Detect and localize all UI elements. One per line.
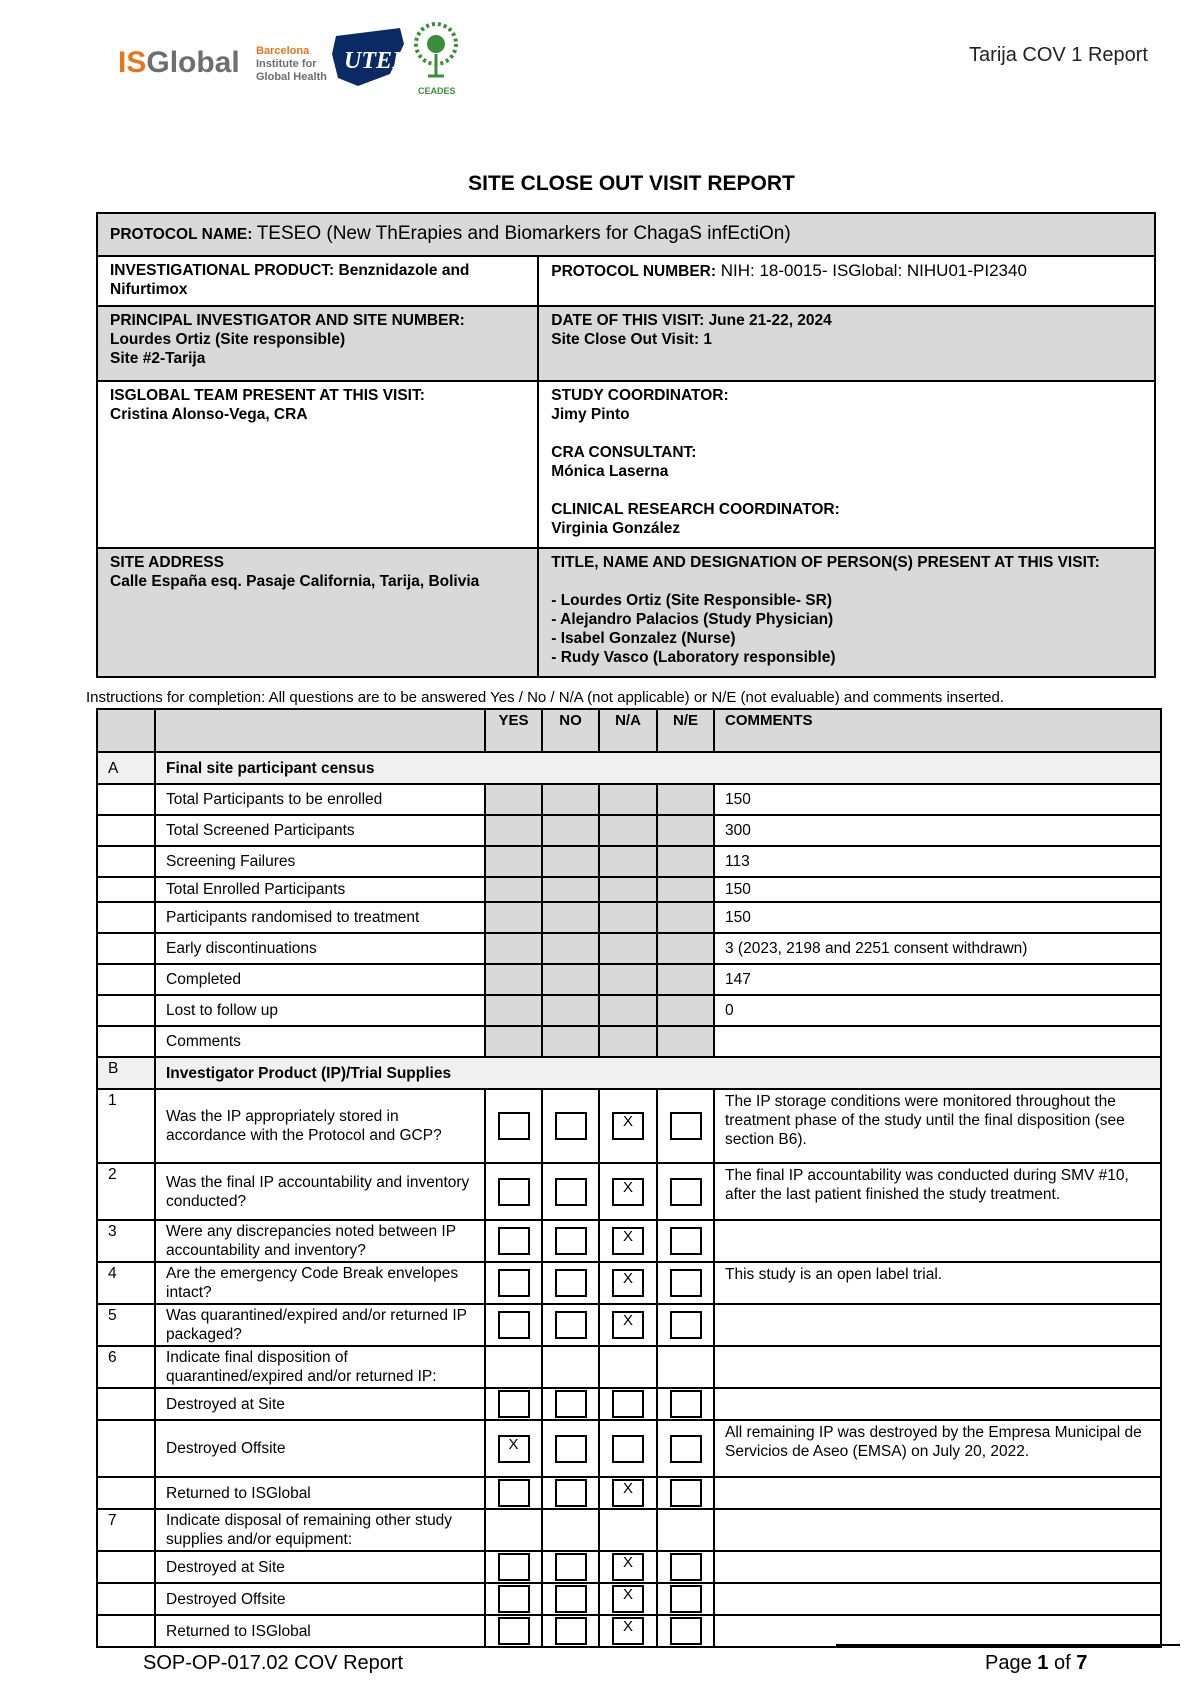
checkbox-yes[interactable] (498, 1112, 530, 1140)
answer-cell-na (599, 1615, 657, 1647)
checkbox-no[interactable] (555, 1269, 587, 1297)
answer-cell (485, 1346, 542, 1388)
checkbox-na[interactable] (612, 1178, 644, 1206)
question-comment: This study is an open label trial. (714, 1262, 1161, 1304)
answer-cell-na (599, 1262, 657, 1304)
row-num (97, 995, 155, 1026)
question-label: Was the final IP accountability and inventory conducted? (155, 1163, 485, 1220)
row-num (97, 1420, 155, 1477)
header-yes: YES (485, 709, 542, 752)
answer-cell-na (599, 1583, 657, 1615)
answer-cell-no (542, 1089, 599, 1163)
answer-cell (599, 784, 657, 815)
checkbox-ne[interactable] (670, 1553, 702, 1581)
protocol-number-value: NIH: 18-0015- ISGlobal: NIHU01-PI2340 (720, 261, 1027, 280)
answer-cell (657, 902, 714, 933)
question-label: Destroyed Offsite (155, 1583, 485, 1615)
answer-cell-na (599, 1163, 657, 1220)
page-current: 1 (1037, 1652, 1049, 1674)
checkbox-no[interactable] (555, 1311, 587, 1339)
census-value: 0 (714, 995, 1161, 1026)
ip-sub-row (97, 1420, 1161, 1477)
protocol-number-label: PROTOCOL NUMBER: (551, 263, 717, 280)
checkbox-mark: X (622, 1618, 633, 1635)
answer-cell (542, 877, 599, 902)
answer-cell (485, 846, 542, 877)
site-address-value: Calle España esq. Pasaje California, Tarija, Bolivia (110, 573, 480, 590)
checkbox-yes[interactable] (498, 1311, 530, 1339)
checkbox-mark: X (622, 1270, 633, 1287)
question-number: 6 (97, 1346, 155, 1388)
question-label: Destroyed at Site (155, 1388, 485, 1420)
question-label: Indicate final disposition of quarantined/expired and/or returned IP: (155, 1346, 485, 1388)
ip-question-row (97, 1509, 1161, 1551)
census-row (97, 784, 1161, 815)
answer-cell-yes (485, 1220, 542, 1262)
checkbox-ne[interactable] (670, 1269, 702, 1297)
answer-cell (657, 815, 714, 846)
page-total: 7 (1076, 1652, 1088, 1674)
answer-cell (542, 815, 599, 846)
checkbox-mark: X (622, 1178, 633, 1196)
answer-cell (485, 1509, 542, 1551)
ip-question-row (97, 1304, 1161, 1346)
visit-date-label: DATE OF THIS VISIT: (551, 312, 705, 329)
checkbox-no[interactable] (555, 1435, 587, 1463)
section-a-row (97, 752, 1161, 784)
census-row (97, 846, 1161, 877)
answer-cell-no (542, 1262, 599, 1304)
isglobal-sub-2: Institute for (256, 58, 317, 70)
census-row (97, 995, 1161, 1026)
utep-text: UTEP (344, 48, 407, 74)
census-label: Comments (155, 1026, 485, 1057)
visit-number: Site Close Out Visit: 1 (551, 331, 713, 348)
answer-cell-ne (657, 1477, 714, 1509)
question-label: Destroyed at Site (155, 1551, 485, 1583)
partner-logos (118, 14, 478, 100)
checkbox-yes[interactable] (498, 1585, 530, 1613)
census-value: 147 (714, 964, 1161, 995)
checkbox-na[interactable] (612, 1311, 644, 1339)
study-coordinator-label: STUDY COORDINATOR: (551, 387, 729, 404)
census-value: 150 (714, 902, 1161, 933)
answer-cell-ne (657, 1220, 714, 1262)
ip-sub-row (97, 1551, 1161, 1583)
header-na: N/A (599, 709, 657, 752)
checkbox-yes[interactable] (498, 1617, 530, 1645)
isglobal-logo (118, 45, 327, 83)
row-num (97, 846, 155, 877)
checkbox-mark: X (622, 1586, 633, 1603)
checkbox-no[interactable] (555, 1617, 587, 1645)
checkbox-mark: X (622, 1228, 633, 1245)
answer-cell-ne (657, 1583, 714, 1615)
answer-cell-ne (657, 1420, 714, 1477)
census-value: 113 (714, 846, 1161, 877)
answer-cell-no (542, 1304, 599, 1346)
ip-sub-row (97, 1583, 1161, 1615)
answer-cell (599, 1509, 657, 1551)
census-label: Screening Failures (155, 846, 485, 877)
answer-cell (599, 964, 657, 995)
question-label: Are the emergency Code Break envelopes intact? (155, 1262, 485, 1304)
row-num (97, 1615, 155, 1647)
answer-cell (657, 784, 714, 815)
answer-cell-ne (657, 1262, 714, 1304)
answer-cell (485, 902, 542, 933)
ceades-text: CEADES (418, 86, 456, 96)
header-blank (97, 709, 155, 752)
row-num (97, 1583, 155, 1615)
instructions-text: Instructions for completion: All questions are to be answered Yes / No / N/A (not applicable) or N/E (not evaluable) and comments inserted. (86, 689, 1004, 706)
answer-cell (542, 933, 599, 964)
question-comment (714, 1220, 1161, 1262)
site-address-label: SITE ADDRESS (110, 554, 224, 571)
header-no: NO (542, 709, 599, 752)
census-value: 300 (714, 815, 1161, 846)
row-num (97, 1026, 155, 1057)
answer-cell (485, 815, 542, 846)
ceades-logo (416, 24, 456, 96)
question-label: Returned to ISGlobal (155, 1477, 485, 1509)
row-num (97, 902, 155, 933)
question-comment (714, 1583, 1161, 1615)
answer-cell (599, 933, 657, 964)
checkbox-no[interactable] (555, 1553, 587, 1581)
answer-cell-yes (485, 1262, 542, 1304)
checklist-table (96, 708, 1162, 1648)
person-item: - Rudy Vasco (Laboratory responsible) (551, 649, 836, 666)
question-label: Was the IP appropriately stored in accordance with the Protocol and GCP? (155, 1089, 485, 1163)
question-number: 5 (97, 1304, 155, 1346)
row-num (97, 1477, 155, 1509)
checkbox-ne[interactable] (670, 1479, 702, 1507)
pi-name: Lourdes Ortiz (Site responsible) (110, 331, 346, 348)
utep-logo (332, 28, 407, 86)
census-row (97, 964, 1161, 995)
section-letter: A (97, 752, 155, 784)
checkbox-no[interactable] (555, 1178, 587, 1206)
question-comment (714, 1388, 1161, 1420)
census-label: Lost to follow up (155, 995, 485, 1026)
question-number: 4 (97, 1262, 155, 1304)
checkbox-na[interactable] (612, 1390, 644, 1418)
cra-consultant-value: Mónica Laserna (551, 463, 669, 480)
answer-cell-no (542, 1420, 599, 1477)
checkbox-ne[interactable] (670, 1617, 702, 1645)
header-comments: COMMENTS (714, 709, 1161, 752)
pi-site: Site #2-Tarija (110, 350, 206, 367)
checkbox-yes[interactable] (498, 1553, 530, 1581)
answer-cell (657, 964, 714, 995)
checkbox-ne[interactable] (670, 1435, 702, 1463)
answer-cell-yes (485, 1551, 542, 1583)
census-value (714, 1026, 1161, 1057)
ip-sub-row (97, 1477, 1161, 1509)
checkbox-ne[interactable] (670, 1112, 702, 1140)
ip-question-row (97, 1346, 1161, 1388)
row-num (97, 877, 155, 902)
answer-cell (485, 877, 542, 902)
report-label: Tarija COV 1 Report (969, 44, 1148, 66)
answer-cell-ne (657, 1615, 714, 1647)
answer-cell (599, 902, 657, 933)
header-ne: N/E (657, 709, 714, 752)
answer-cell-yes (485, 1615, 542, 1647)
answer-cell-na (599, 1089, 657, 1163)
answer-cell-ne (657, 1304, 714, 1346)
question-comment: The final IP accountability was conducted during SMV #10, after the last patient finished the study treatment. (714, 1163, 1161, 1220)
answer-cell-yes (485, 1388, 542, 1420)
census-value: 150 (714, 877, 1161, 902)
checkbox-yes[interactable] (498, 1479, 530, 1507)
team-label: ISGLOBAL TEAM PRESENT AT THIS VISIT: (110, 387, 425, 404)
question-label: Indicate disposal of remaining other study supplies and/or equipment: (155, 1509, 485, 1551)
checkbox-mark: X (622, 1554, 633, 1571)
isglobal-sub-3: Global Health (256, 71, 327, 83)
answer-cell (485, 784, 542, 815)
crc-label: CLINICAL RESEARCH COORDINATOR: (551, 501, 840, 518)
checkbox-na[interactable] (612, 1585, 644, 1613)
census-row (97, 902, 1161, 933)
checkbox-yes[interactable] (498, 1227, 530, 1255)
answer-cell-yes (485, 1089, 542, 1163)
census-row (97, 1026, 1161, 1057)
person-item: - Lourdes Ortiz (Site Responsible- SR) (551, 592, 832, 609)
answer-cell-ne (657, 1551, 714, 1583)
census-value: 150 (714, 784, 1161, 815)
answer-cell (542, 964, 599, 995)
answer-cell (542, 784, 599, 815)
question-comment (714, 1346, 1161, 1388)
ip-question-row (97, 1262, 1161, 1304)
answer-cell (485, 1026, 542, 1057)
question-label: Were any discrepancies noted between IP accountability and inventory? (155, 1220, 485, 1262)
census-row (97, 933, 1161, 964)
row-num (97, 933, 155, 964)
answer-cell (485, 964, 542, 995)
checkbox-no[interactable] (555, 1112, 587, 1140)
checkbox-ne[interactable] (670, 1390, 702, 1418)
section-letter: B (97, 1057, 155, 1089)
checkbox-ne[interactable] (670, 1178, 702, 1206)
answer-cell (599, 1346, 657, 1388)
checkbox-mark: X (508, 1435, 519, 1453)
ip-sub-row (97, 1615, 1161, 1647)
answer-cell-na (599, 1477, 657, 1509)
question-comment: All remaining IP was destroyed by the Empresa Municipal de Servicios de Aseo (EMSA) on July 20, 2022. (714, 1420, 1161, 1477)
team-value: Cristina Alonso-Vega, CRA (110, 406, 308, 423)
answer-cell (599, 877, 657, 902)
answer-cell-no (542, 1163, 599, 1220)
protocol-name-value: TESEO (New ThErapies and Biomarkers for ChagaS infEctiOn) (256, 222, 791, 244)
pi-label: PRINCIPAL INVESTIGATOR AND SITE NUMBER: (110, 312, 465, 329)
checkbox-na[interactable] (612, 1435, 644, 1463)
question-label: Returned to ISGlobal (155, 1615, 485, 1647)
visit-date-value: June 21-22, 2024 (708, 312, 832, 329)
page-word: Page (985, 1652, 1038, 1674)
answer-cell-no (542, 1220, 599, 1262)
checkbox-yes[interactable] (498, 1435, 530, 1463)
answer-cell-no (542, 1615, 599, 1647)
question-number: 7 (97, 1509, 155, 1551)
row-num (97, 784, 155, 815)
answer-cell (657, 933, 714, 964)
persons-label: TITLE, NAME AND DESIGNATION OF PERSON(S) PRESENT AT THIS VISIT: (551, 554, 1100, 571)
answer-cell-ne (657, 1163, 714, 1220)
question-comment (714, 1477, 1161, 1509)
checkbox-ne[interactable] (670, 1227, 702, 1255)
checkbox-no[interactable] (555, 1585, 587, 1613)
checkbox-mark: X (622, 1113, 633, 1130)
answer-cell (657, 1509, 714, 1551)
answer-cell-yes (485, 1420, 542, 1477)
census-label: Total Participants to be enrolled (155, 784, 485, 815)
answer-cell (542, 1509, 599, 1551)
answer-cell-yes (485, 1304, 542, 1346)
answer-cell-na (599, 1304, 657, 1346)
svg-text:ISGlobal: ISGlobal (118, 46, 240, 79)
answer-cell (485, 995, 542, 1026)
row-num (97, 1551, 155, 1583)
visit-info-table (96, 212, 1156, 678)
isglobal-sub-1: Barcelona (256, 45, 310, 57)
footer-page-number (985, 1652, 1087, 1675)
census-row (97, 815, 1161, 846)
checkbox-na[interactable] (612, 1617, 644, 1645)
answer-cell-na (599, 1551, 657, 1583)
page-title: SITE CLOSE OUT VISIT REPORT (468, 172, 795, 195)
answer-cell (542, 1026, 599, 1057)
checkbox-na[interactable] (612, 1553, 644, 1581)
ip-sub-row (97, 1388, 1161, 1420)
footer-doc-ref: SOP-OP-017.02 COV Report (143, 1652, 404, 1674)
answer-cell (657, 995, 714, 1026)
section-title: Investigator Product (IP)/Trial Supplies (155, 1057, 1161, 1089)
question-comment (714, 1509, 1161, 1551)
checkbox-ne[interactable] (670, 1311, 702, 1339)
answer-cell-ne (657, 1089, 714, 1163)
checkbox-yes[interactable] (498, 1390, 530, 1418)
census-label: Total Enrolled Participants (155, 877, 485, 902)
row-num (97, 964, 155, 995)
footer-rule (836, 1644, 1180, 1646)
checkbox-mark: X (622, 1480, 633, 1497)
question-comment (714, 1551, 1161, 1583)
census-row (97, 877, 1161, 902)
answer-cell-no (542, 1477, 599, 1509)
answer-cell-yes (485, 1583, 542, 1615)
answer-cell-no (542, 1551, 599, 1583)
census-label: Completed (155, 964, 485, 995)
checkbox-na[interactable] (612, 1269, 644, 1297)
answer-cell (599, 1026, 657, 1057)
cra-consultant-label: CRA CONSULTANT: (551, 444, 697, 461)
study-coordinator-value: Jimy Pinto (551, 406, 630, 423)
answer-cell (657, 877, 714, 902)
answer-cell (542, 1346, 599, 1388)
answer-cell-no (542, 1388, 599, 1420)
investigational-product-value: Benznidazole and Nifurtimox (110, 262, 470, 298)
census-label: Early discontinuations (155, 933, 485, 964)
checkbox-no[interactable] (555, 1479, 587, 1507)
crc-value: Virginia González (551, 520, 681, 537)
of-word: of (1048, 1652, 1077, 1674)
answer-cell (657, 1346, 714, 1388)
row-num (97, 1388, 155, 1420)
checkbox-na[interactable] (612, 1112, 644, 1140)
answer-cell (657, 1026, 714, 1057)
answer-cell-yes (485, 1163, 542, 1220)
answer-cell-yes (485, 1477, 542, 1509)
question-number: 2 (97, 1163, 155, 1220)
person-item: - Alejandro Palacios (Study Physician) (551, 611, 834, 628)
census-label: Total Screened Participants (155, 815, 485, 846)
question-comment (714, 1304, 1161, 1346)
checkbox-yes[interactable] (498, 1269, 530, 1297)
header-blank (155, 709, 485, 752)
section-title: Final site participant census (155, 752, 1161, 784)
answer-cell (542, 846, 599, 877)
answer-cell (542, 902, 599, 933)
answer-cell-no (542, 1583, 599, 1615)
answer-cell-na (599, 1220, 657, 1262)
census-value: 3 (2023, 2198 and 2251 consent withdrawn) (714, 933, 1161, 964)
answer-cell (542, 995, 599, 1026)
question-comment: The IP storage conditions were monitored throughout the treatment phase of the study until the final disposition (see section B6). (714, 1089, 1161, 1163)
answer-cell (599, 846, 657, 877)
checklist-header-row (97, 709, 1161, 752)
question-label: Destroyed Offsite (155, 1420, 485, 1477)
checkbox-mark: X (622, 1312, 633, 1329)
question-number: 3 (97, 1220, 155, 1262)
row-num (97, 815, 155, 846)
checkbox-yes[interactable] (498, 1178, 530, 1206)
checkbox-no[interactable] (555, 1390, 587, 1418)
answer-cell (657, 846, 714, 877)
question-label: Was quarantined/expired and/or returned IP packaged? (155, 1304, 485, 1346)
checkbox-ne[interactable] (670, 1585, 702, 1613)
section-b-row (97, 1057, 1161, 1089)
checkbox-na[interactable] (612, 1479, 644, 1507)
answer-cell (599, 815, 657, 846)
census-label: Participants randomised to treatment (155, 902, 485, 933)
ip-question-row (97, 1163, 1161, 1220)
checkbox-na[interactable] (612, 1227, 644, 1255)
investigational-product-label: INVESTIGATIONAL PRODUCT: (110, 262, 335, 279)
checkbox-no[interactable] (555, 1227, 587, 1255)
answer-cell (599, 995, 657, 1026)
ip-question-row (97, 1220, 1161, 1262)
protocol-name-label: PROTOCOL NAME: (110, 225, 253, 243)
answer-cell-ne (657, 1388, 714, 1420)
question-number: 1 (97, 1089, 155, 1163)
question-comment (714, 1615, 1161, 1647)
person-item: - Isabel Gonzalez (Nurse) (551, 630, 736, 647)
answer-cell-na (599, 1420, 657, 1477)
ip-question-row (97, 1089, 1161, 1163)
answer-cell-na (599, 1388, 657, 1420)
answer-cell (485, 933, 542, 964)
